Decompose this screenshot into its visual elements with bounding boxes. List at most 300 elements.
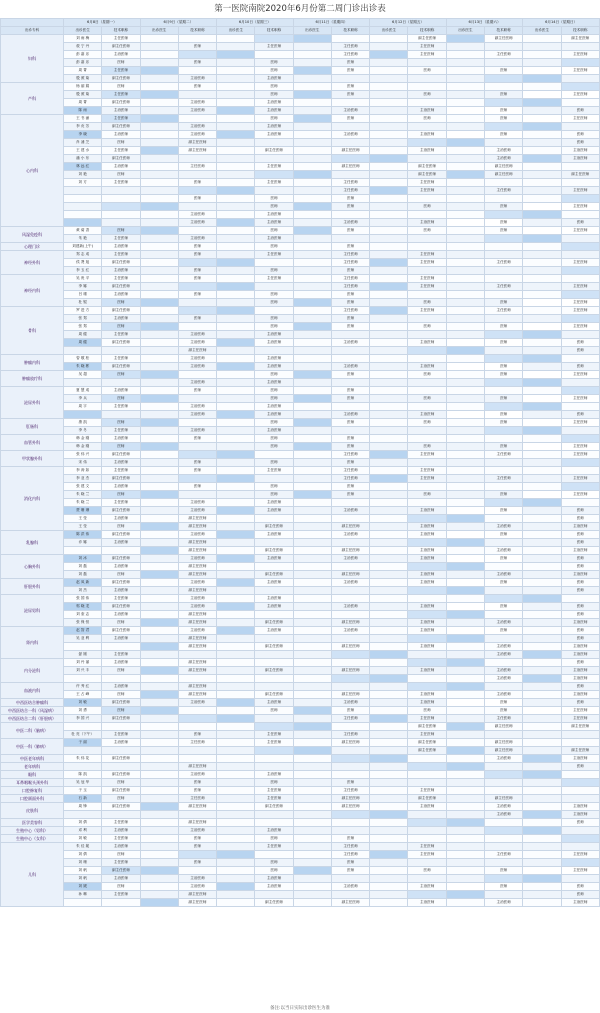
doctor-cell (523, 587, 561, 595)
title-cell (408, 75, 446, 83)
title-cell (102, 219, 140, 227)
title-cell: 主治医师 (255, 235, 293, 243)
doctor-cell (140, 307, 178, 315)
doctor-cell (523, 619, 561, 627)
title-cell: 主治医师 (102, 387, 140, 395)
doctor-cell (370, 315, 408, 323)
doctor-cell (370, 131, 408, 139)
title-cell: 副主任医师 (408, 723, 446, 731)
doctor-cell (140, 595, 178, 603)
doctor-cell (370, 323, 408, 331)
title-cell: 主治医师 (178, 235, 216, 243)
title-cell (485, 483, 523, 491)
doctor-cell (217, 715, 255, 723)
doctor-cell (370, 259, 408, 267)
title-cell: 副主任医师 (255, 803, 293, 811)
title-cell: 医师 (255, 779, 293, 787)
doctor-cell (293, 755, 331, 763)
doctor-cell: 郑 志 成 (64, 251, 102, 259)
doctor-cell (293, 891, 331, 899)
doctor-cell (523, 763, 561, 771)
title-cell (331, 587, 369, 595)
title-cell (102, 347, 140, 355)
footer-note: 备注:以当日实际出诊医生为准 (269, 1006, 330, 1011)
title-cell (178, 723, 216, 731)
title-cell: 主任医师 (102, 467, 140, 475)
doctor-cell (140, 779, 178, 787)
doctor-cell (523, 387, 561, 395)
title-cell (178, 307, 216, 315)
doctor-cell (446, 619, 484, 627)
title-cell: 主任医师 (485, 715, 523, 723)
doctor-cell (140, 675, 178, 683)
doctor-cell (140, 667, 178, 675)
doctor-cell (140, 587, 178, 595)
table-row (1, 579, 600, 587)
title-cell: 主治医师 (102, 587, 140, 595)
title-cell: 医师 (331, 435, 369, 443)
doctor-cell (293, 835, 331, 843)
doctor-cell (217, 203, 255, 211)
doctor-cell (446, 659, 484, 667)
doctor-cell (446, 363, 484, 371)
table-row (1, 747, 600, 755)
table-row (1, 139, 600, 147)
title-cell: 医师 (408, 443, 446, 451)
doctor-cell (446, 195, 484, 203)
doctor-cell: 孙 琳 (64, 891, 102, 899)
title-cell: 医师 (561, 411, 599, 419)
doctor-cell (217, 507, 255, 515)
doctor-cell (523, 731, 561, 739)
table-row (1, 363, 600, 371)
doctor-cell (64, 187, 102, 195)
doctor-cell (523, 219, 561, 227)
doctor-cell (293, 323, 331, 331)
table-row (1, 739, 600, 747)
schedule-body (1, 35, 600, 907)
doctor-cell (446, 139, 484, 147)
table-row (1, 43, 600, 51)
title-cell: 主治医师 (255, 403, 293, 411)
title-cell (178, 707, 216, 715)
doctor-cell (293, 363, 331, 371)
doctor-cell (446, 235, 484, 243)
doctor-cell (140, 419, 178, 427)
dept-name: 中医老年病科 (1, 755, 64, 763)
title-cell: 副主任医师 (102, 771, 140, 779)
doctor-cell (293, 83, 331, 91)
title-cell: 主治医师 (255, 75, 293, 83)
table-row (1, 499, 600, 507)
doctor-cell (293, 339, 331, 347)
title-cell: 医师 (561, 883, 599, 891)
title-cell: 主任医师 (102, 179, 140, 187)
title-cell (485, 611, 523, 619)
title-cell: 医师 (485, 443, 523, 451)
doctor-cell (140, 859, 178, 867)
doctor-cell (140, 107, 178, 115)
doctor-cell (217, 867, 255, 875)
doctor-cell (293, 203, 331, 211)
title-cell (178, 187, 216, 195)
doctor-cell (523, 795, 561, 803)
title-cell: 医师 (102, 691, 140, 699)
title-cell (485, 83, 523, 91)
title-cell: 副主任医师 (102, 867, 140, 875)
table-row (1, 211, 600, 219)
doctor-cell (523, 139, 561, 147)
doctor-cell (217, 643, 255, 651)
title-cell: 主任医师 (408, 43, 446, 51)
doctor-cell (370, 643, 408, 651)
table-row (1, 411, 600, 419)
dept-name: 内分泌科 (1, 659, 64, 683)
clinic-schedule-table (0, 18, 600, 907)
doctor-cell: 殷 照 菊 (64, 75, 102, 83)
title-cell: 医师 (561, 131, 599, 139)
doctor-cell (446, 43, 484, 51)
title-cell: 主治医师 (255, 603, 293, 611)
table-row (1, 819, 600, 827)
doctor-cell (370, 739, 408, 747)
title-cell: 医师 (331, 299, 369, 307)
doctor-cell (140, 179, 178, 187)
doctor-cell (446, 515, 484, 523)
doctor-cell: 周 健 (64, 339, 102, 347)
day-header: 6月8日（星期一） (64, 19, 141, 27)
title-cell: 医师 (178, 843, 216, 851)
dept-name: 口腔颌面外科 (1, 795, 64, 803)
title-cell: 医师 (178, 435, 216, 443)
table-row (1, 251, 600, 259)
doctor-cell (446, 731, 484, 739)
doctor-cell (370, 715, 408, 723)
doctor-cell (446, 851, 484, 859)
doctor-cell (446, 467, 484, 475)
doctor-cell: 贾 珊 珊 (64, 507, 102, 515)
table-row (1, 771, 600, 779)
table-row (1, 187, 600, 195)
table-row (1, 843, 600, 851)
dept-name: 生殖中心（女科） (1, 835, 64, 843)
doctor-cell (293, 331, 331, 339)
doctor-cell (523, 235, 561, 243)
title-cell: 医师 (331, 323, 369, 331)
day-header: 6月11日（星期四） (293, 19, 370, 27)
title-cell: 主治医师 (331, 411, 369, 419)
doctor-cell (446, 403, 484, 411)
title-cell: 医师 (485, 579, 523, 587)
doctor-cell: 赵 智 君 (64, 627, 102, 635)
title-cell (485, 291, 523, 299)
doctor-cell (446, 499, 484, 507)
doctor-cell (370, 547, 408, 555)
doctor-cell (64, 195, 102, 203)
doctor-cell (140, 267, 178, 275)
title-cell (255, 715, 293, 723)
doctor-cell (64, 643, 102, 651)
title-cell: 主治医师 (485, 899, 523, 907)
title-cell: 主治医师 (255, 211, 293, 219)
doctor-cell (140, 739, 178, 747)
table-row (1, 835, 600, 843)
doctor-cell (523, 651, 561, 659)
title-cell: 主任医师 (331, 851, 369, 859)
table-row (1, 331, 600, 339)
title-cell: 医师 (485, 507, 523, 515)
title-cell (331, 563, 369, 571)
doctor-cell (217, 83, 255, 91)
title-cell: 医师 (561, 515, 599, 523)
title-cell: 主治医师 (331, 699, 369, 707)
doctor-cell (293, 419, 331, 427)
title-cell: 医师 (102, 139, 140, 147)
doctor-cell (140, 835, 178, 843)
doctor-cell (446, 227, 484, 235)
doctor-cell (140, 523, 178, 531)
title-cell: 主任医师 (408, 187, 446, 195)
doctor-cell (293, 475, 331, 483)
doctor-cell (523, 243, 561, 251)
doctor-cell (293, 451, 331, 459)
doctor-cell (217, 811, 255, 819)
title-cell: 医师 (485, 131, 523, 139)
doctor-cell (140, 571, 178, 579)
doctor-cell (217, 467, 255, 475)
doctor-cell: 张 建 文 (64, 483, 102, 491)
doctor-cell (523, 547, 561, 555)
doctor-cell (293, 171, 331, 179)
title-cell (408, 675, 446, 683)
title-cell: 副主任医师 (178, 819, 216, 827)
doctor-cell (446, 875, 484, 883)
doctor-cell (140, 819, 178, 827)
title-cell (178, 651, 216, 659)
doctor-cell (217, 731, 255, 739)
doctor-cell (140, 139, 178, 147)
doctor-cell (370, 771, 408, 779)
title-cell (178, 203, 216, 211)
doctor-cell (293, 99, 331, 107)
title-cell: 主治医师 (561, 523, 599, 531)
title-cell: 副主任医师 (331, 619, 369, 627)
title-cell (331, 139, 369, 147)
title-cell: 主任医师 (331, 731, 369, 739)
doctor-cell: 黄 菊 香 (64, 227, 102, 235)
doctor-cell: 张 保 恒 (64, 619, 102, 627)
doctor-cell (217, 699, 255, 707)
title-cell (485, 235, 523, 243)
table-row (1, 59, 600, 67)
doctor-cell (293, 595, 331, 603)
title-cell (561, 291, 599, 299)
table-row (1, 803, 600, 811)
doctor-cell: 吴 超 (64, 371, 102, 379)
title-cell: 主治医师 (255, 499, 293, 507)
title-cell: 副主任医师 (255, 619, 293, 627)
table-row (1, 547, 600, 555)
title-cell: 医师 (331, 115, 369, 123)
doctor-cell (370, 667, 408, 675)
doctor-cell (217, 571, 255, 579)
title-cell: 主任医师 (408, 467, 446, 475)
doctor-cell (217, 475, 255, 483)
title-cell (408, 635, 446, 643)
doctor-cell (293, 883, 331, 891)
title-cell: 医师 (102, 299, 140, 307)
title-cell: 医师 (485, 227, 523, 235)
table-row (1, 259, 600, 267)
title-cell: 副主任医师 (178, 515, 216, 523)
doctor-cell: 彭 嘉 乐 (64, 59, 102, 67)
doctor-cell (446, 339, 484, 347)
title-cell (331, 403, 369, 411)
title-cell: 主治医师 (102, 827, 140, 835)
doctor-cell (446, 283, 484, 291)
title-cell (408, 539, 446, 547)
doctor-cell (523, 691, 561, 699)
dept-name: 骨科 (1, 307, 64, 355)
dept-name: 肿瘤内科 (1, 355, 64, 371)
title-cell: 主治医师 (102, 875, 140, 883)
title-cell: 医师 (485, 603, 523, 611)
doctor-cell (293, 819, 331, 827)
doctor-cell (293, 811, 331, 819)
title-cell: 医师 (561, 635, 599, 643)
title-cell (561, 99, 599, 107)
doctor-cell (293, 875, 331, 883)
title-cell (255, 891, 293, 899)
dept-name: 中西医结合一科（风湿病） (1, 707, 64, 715)
doctor-cell (293, 603, 331, 611)
title-cell: 医师 (102, 395, 140, 403)
title-cell: 主治医师 (255, 411, 293, 419)
doctor-header: 出诊医生 (446, 27, 484, 35)
doctor-cell (64, 219, 102, 227)
doctor-cell (140, 259, 178, 267)
title-header: 技术职称 (178, 27, 216, 35)
doctor-cell (293, 131, 331, 139)
title-cell: 主任医师 (331, 475, 369, 483)
doctor-cell: 王 建 水 (64, 147, 102, 155)
title-cell (331, 35, 369, 43)
title-cell: 副主任医师 (331, 547, 369, 555)
doctor-cell (370, 115, 408, 123)
doctor-cell (64, 203, 102, 211)
title-cell: 主治医师 (485, 547, 523, 555)
title-cell: 主治医师 (178, 219, 216, 227)
doctor-cell (140, 579, 178, 587)
doctor-cell: 刘 冰 (64, 555, 102, 563)
title-cell: 主治医师 (331, 339, 369, 347)
title-header: 技术职称 (331, 27, 369, 35)
dept-name: 风湿免疫科 (1, 227, 64, 243)
day-header: 6月9日（星期二） (140, 19, 217, 27)
doctor-cell (523, 755, 561, 763)
doctor-cell (140, 563, 178, 571)
title-cell: 副主任医师 (178, 147, 216, 155)
title-cell (255, 155, 293, 163)
doctor-cell (217, 291, 255, 299)
dept-name: 肾内科 (1, 627, 64, 659)
title-cell: 医师 (561, 763, 599, 771)
doctor-cell (217, 459, 255, 467)
title-cell: 主任医师 (408, 307, 446, 315)
title-cell: 副主任医师 (178, 523, 216, 531)
title-cell: 医师 (102, 707, 140, 715)
doctor-cell (293, 195, 331, 203)
doctor-cell (523, 667, 561, 675)
doctor-cell (293, 163, 331, 171)
title-cell (255, 763, 293, 771)
doctor-cell: 周 锋 (64, 803, 102, 811)
title-cell: 主治医师 (178, 211, 216, 219)
doctor-cell (293, 635, 331, 643)
title-cell: 副主任医师 (485, 171, 523, 179)
title-cell: 医师 (561, 627, 599, 635)
title-cell: 主治医师 (561, 803, 599, 811)
day-header: 6月14日（星期日） (523, 19, 600, 27)
title-cell: 医师 (561, 531, 599, 539)
doctor-cell (523, 899, 561, 907)
doctor-cell: 朱 晓 兰 (64, 499, 102, 507)
title-cell: 主任医师 (485, 451, 523, 459)
title-cell: 主治医师 (178, 131, 216, 139)
doctor-cell (217, 611, 255, 619)
doctor-cell (140, 659, 178, 667)
title-cell (255, 563, 293, 571)
title-cell (178, 115, 216, 123)
title-cell: 医师 (255, 299, 293, 307)
doctor-cell (523, 715, 561, 723)
doctor-cell (217, 355, 255, 363)
title-cell (331, 651, 369, 659)
doctor-cell (293, 539, 331, 547)
doctor-cell (293, 499, 331, 507)
doctor-cell (370, 347, 408, 355)
table-row (1, 635, 600, 643)
title-cell (408, 611, 446, 619)
title-cell: 主治医师 (178, 531, 216, 539)
title-cell: 主治医师 (102, 515, 140, 523)
doctor-cell (140, 795, 178, 803)
doctor-cell (217, 235, 255, 243)
doctor-cell (217, 147, 255, 155)
doctor-cell (446, 811, 484, 819)
title-cell: 医师 (561, 507, 599, 515)
doctor-cell (293, 563, 331, 571)
doctor-cell (523, 723, 561, 731)
title-cell (331, 499, 369, 507)
doctor-cell (217, 619, 255, 627)
table-row (1, 91, 600, 99)
doctor-cell: 刘 帆 (64, 875, 102, 883)
doctor-cell (446, 323, 484, 331)
doctor-cell (446, 147, 484, 155)
title-cell (408, 331, 446, 339)
doctor-cell (446, 435, 484, 443)
doctor-cell (370, 731, 408, 739)
title-cell: 主任医师 (485, 851, 523, 859)
title-cell (408, 563, 446, 571)
doctor-cell (217, 219, 255, 227)
doctor-cell (446, 411, 484, 419)
title-cell (408, 651, 446, 659)
doctor-header: 出诊医生 (293, 27, 331, 35)
title-cell: 主治医师 (102, 131, 140, 139)
doctor-cell (523, 211, 561, 219)
